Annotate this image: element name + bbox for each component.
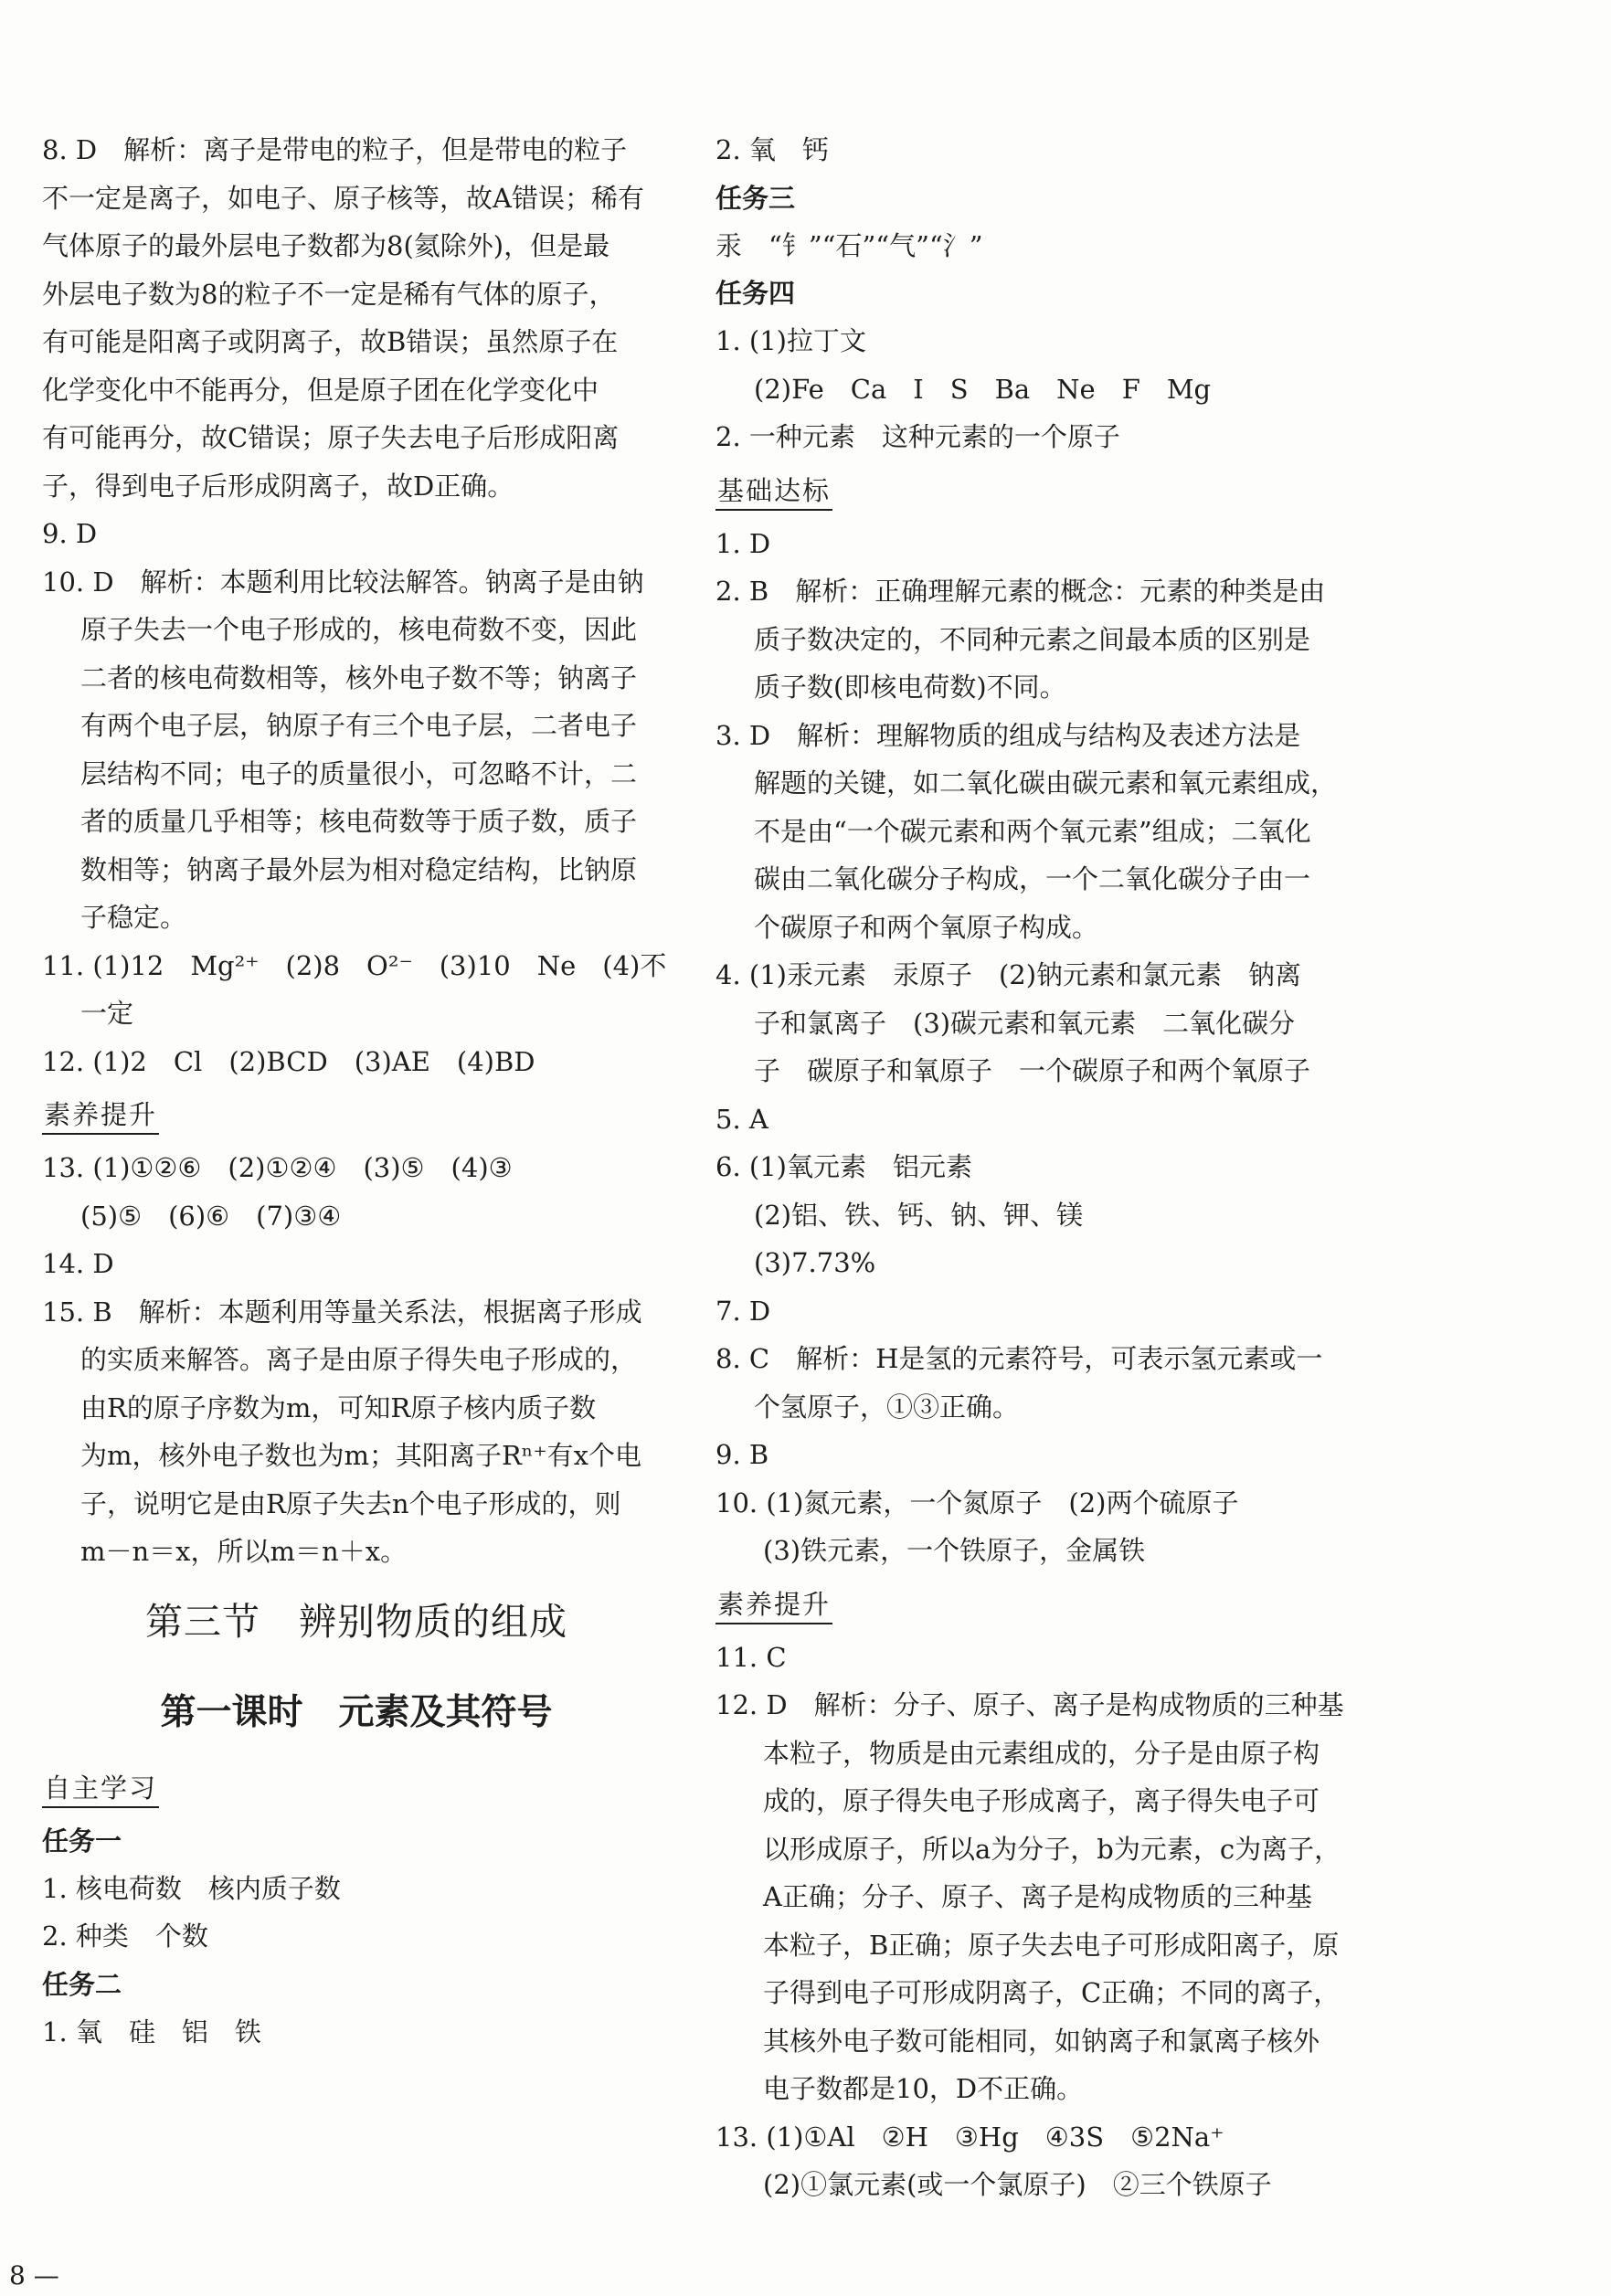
answer-line: (5)⑤ (6)⑥ (7)③④ xyxy=(80,1200,342,1232)
answer-line: 10. D 解析：本题利用比较法解答。钠离子是由钠 xyxy=(42,566,644,598)
answer-line: 2. 一种元素 这种元素的一个原子 xyxy=(715,421,1120,452)
section-label xyxy=(715,461,1328,520)
answer-line: 子和氯离子 (3)碳元素和氧元素 二氧化碳分 xyxy=(754,1007,1296,1039)
answer-line: 原子失去一个电子形成的，核电荷数不变，因此 xyxy=(80,614,638,645)
answer-line: 质子数决定的，不同种元素之间最本质的区别是 xyxy=(754,623,1311,655)
answer-line: 汞 “钅”“石”“气”“氵” xyxy=(715,229,983,261)
answer-line: 8. C 解析：H是氢的元素符号，可表示氢元素或一 xyxy=(715,1343,1323,1374)
answer-line: 1. 核电荷数 核内质子数 xyxy=(42,1872,341,1904)
section-label-text: 自主学习 xyxy=(42,1770,159,1808)
answer-line: 有两个电子层，钠原子有三个电子层，二者电子 xyxy=(80,710,638,741)
answer-line: 不是由“一个碳元素和两个氧元素”组成；二氧化 xyxy=(754,815,1311,847)
answer-line: 12. (1)2 Cl (2)BCD (3)AE (4)BD xyxy=(42,1045,535,1077)
section-label xyxy=(715,1575,1328,1634)
answer-line: 个氢原子，①③正确。 xyxy=(754,1391,1020,1423)
answer-line: 其核外电子数可能相同，如钠离子和氯离子核外 xyxy=(763,2025,1320,2057)
answer-line: 解题的关键，如二氧化碳由碳元素和氧元素组成， xyxy=(754,767,1338,799)
section-label-text: 素养提升 xyxy=(715,1586,832,1624)
answer-line: 者的质量几乎相等；核电荷数等于质子数，质子 xyxy=(80,806,638,837)
answer-line: (2)Fe Ca I S Ba Ne F Mg xyxy=(754,373,1212,405)
answer-line: 由R的原子序数为m，可知R原子核内质子数 xyxy=(80,1391,597,1423)
task-heading: 任务四 xyxy=(715,278,796,309)
answer-line: 本粒子，B正确；原子失去电子可形成阳离子，原 xyxy=(763,1929,1340,1961)
answer-line: 6. (1)氧元素 铝元素 xyxy=(715,1151,972,1182)
answer-line: 9. B xyxy=(715,1439,769,1470)
answer-line: (2)铝、铁、钙、钠、钾、镁 xyxy=(754,1199,1084,1231)
answer-line: 个碳原子和两个氧原子构成。 xyxy=(754,911,1099,943)
right-column xyxy=(715,126,1344,2209)
answer-line: 1. (1)拉丁文 xyxy=(715,325,866,356)
answer-line: (3)7.73% xyxy=(754,1247,876,1278)
answer-line: A正确；分子、原子、离子是构成物质的三种基 xyxy=(763,1881,1312,1912)
page-number: 8 — xyxy=(9,2260,59,2291)
answer-line: 子，说明它是由R原子失去n个电子形成的，则 xyxy=(80,1487,621,1519)
answer-line: 有可能是阳离子或阴离子，故B错误；虽然原子在 xyxy=(42,326,619,357)
answer-line: 12. D 解析：分子、原子、离子是构成物质的三种基 xyxy=(715,1689,1344,1720)
task-heading: 任务三 xyxy=(715,182,796,214)
answer-line: 层结构不同；电子的质量很小，可忽略不计，二 xyxy=(80,757,638,789)
answer-line: 14. D xyxy=(42,1248,114,1279)
answer-line: 2. 种类 个数 xyxy=(42,1920,208,1952)
answer-line: 8. D 解析：离子是带电的粒子，但是带电的粒子 xyxy=(42,134,628,165)
answer-line: 碳由二氧化碳分子构成，一个二氧化碳分子由一 xyxy=(754,863,1311,894)
section-label-text: 基础达标 xyxy=(715,472,832,511)
answer-line: 数相等；钠离子最外层为相对稳定结构，比钠原 xyxy=(80,853,638,885)
answer-line: 外层电子数为8的粒子不一定是稀有气体的原子， xyxy=(42,278,616,310)
section-label xyxy=(42,1759,671,1817)
answer-line: 5. A xyxy=(715,1103,768,1135)
answer-line: 11. C xyxy=(715,1641,787,1673)
answer-line: 4. (1)汞元素 汞原子 (2)钠元素和氯元素 钠离 xyxy=(715,959,1302,990)
answer-line: 2. 氧 钙 xyxy=(715,134,829,165)
answer-line: 本粒子，物质是由元素组成的，分子是由原子构 xyxy=(763,1737,1320,1769)
answer-line: 子，得到电子后形成阴离子，故D正确。 xyxy=(42,470,514,502)
answer-line: 为m，核外电子数也为m；其阳离子Rⁿ⁺有x个电 xyxy=(80,1440,642,1471)
answer-line: 15. B 解析：本题利用等量关系法，根据离子形成 xyxy=(42,1296,642,1328)
answer-line: 的实质来解答。离子是由原子得失电子形成的， xyxy=(80,1344,638,1375)
task-heading: 任务二 xyxy=(42,1968,122,2000)
answer-line: 2. B 解析：正确理解元素的概念：元素的种类是由 xyxy=(715,576,1326,607)
answer-line: 3. D 解析：理解物质的组成与结构及表述方法是 xyxy=(715,719,1301,751)
answer-line: 10. (1)氮元素，一个氮原子 (2)两个硫原子 xyxy=(715,1487,1239,1518)
answer-line: 11. (1)12 Mg²⁺ (2)8 O²⁻ (3)10 Ne (4)不 xyxy=(42,949,667,981)
lesson-title: 第一课时 元素及其符号 xyxy=(160,1691,553,1733)
answer-line: (2)①氯元素(或一个氯原子) ②三个铁原子 xyxy=(763,2169,1272,2200)
answer-line: 子 碳原子和氧原子 一个碳原子和两个氧原子 xyxy=(754,1055,1311,1086)
section-title: 第三节 辨别物质的组成 xyxy=(145,1599,567,1644)
section-label xyxy=(42,1085,671,1144)
answer-line: 一定 xyxy=(80,998,134,1029)
answer-line: m－n＝x，所以m＝n＋x。 xyxy=(80,1536,408,1567)
answer-line: 不一定是离子，如电子、原子核等，故A错误；稀有 xyxy=(42,182,644,214)
answer-line: 1. D xyxy=(715,527,771,559)
answer-line: 气体原子的最外层电子数都为8(氦除外)，但是最 xyxy=(42,230,610,261)
answer-line: 电子数都是10，D不正确。 xyxy=(763,2073,1084,2104)
section-label-text: 素养提升 xyxy=(42,1096,159,1135)
answer-line: 成的，原子得失电子形成离子，离子得失电子可 xyxy=(763,1785,1320,1816)
answer-line: 质子数(即核电荷数)不同。 xyxy=(754,672,1066,703)
answer-line: 7. D xyxy=(715,1295,771,1327)
answer-line: 9. D xyxy=(42,518,98,549)
answer-line: 子稳定。 xyxy=(80,902,187,933)
answer-line: 二者的核电荷数相等，核外电子数不等；钠离子 xyxy=(80,661,638,693)
left-column xyxy=(42,126,671,2056)
task-heading: 任务一 xyxy=(42,1825,122,1857)
answer-line: 有可能再分，故C错误；原子失去电子后形成阳离 xyxy=(42,422,620,453)
answer-line: 13. (1)①Al ②H ③Hg ④3S ⑤2Na⁺ xyxy=(715,2121,1224,2153)
answer-line: 以形成原子，所以a为分子，b为元素，c为离子， xyxy=(763,1833,1341,1865)
answer-line: 1. 氧 硅 铝 铁 xyxy=(42,2016,261,2047)
answer-line: 13. (1)①②⑥ (2)①②④ (3)⑤ (4)③ xyxy=(42,1152,513,1183)
answer-line: 子得到电子可形成阴离子，C正确；不同的离子， xyxy=(763,1977,1341,2008)
answer-line: 化学变化中不能再分，但是原子团在化学变化中 xyxy=(42,374,599,406)
answer-line: (3)铁元素，一个铁原子，金属铁 xyxy=(763,1535,1146,1566)
